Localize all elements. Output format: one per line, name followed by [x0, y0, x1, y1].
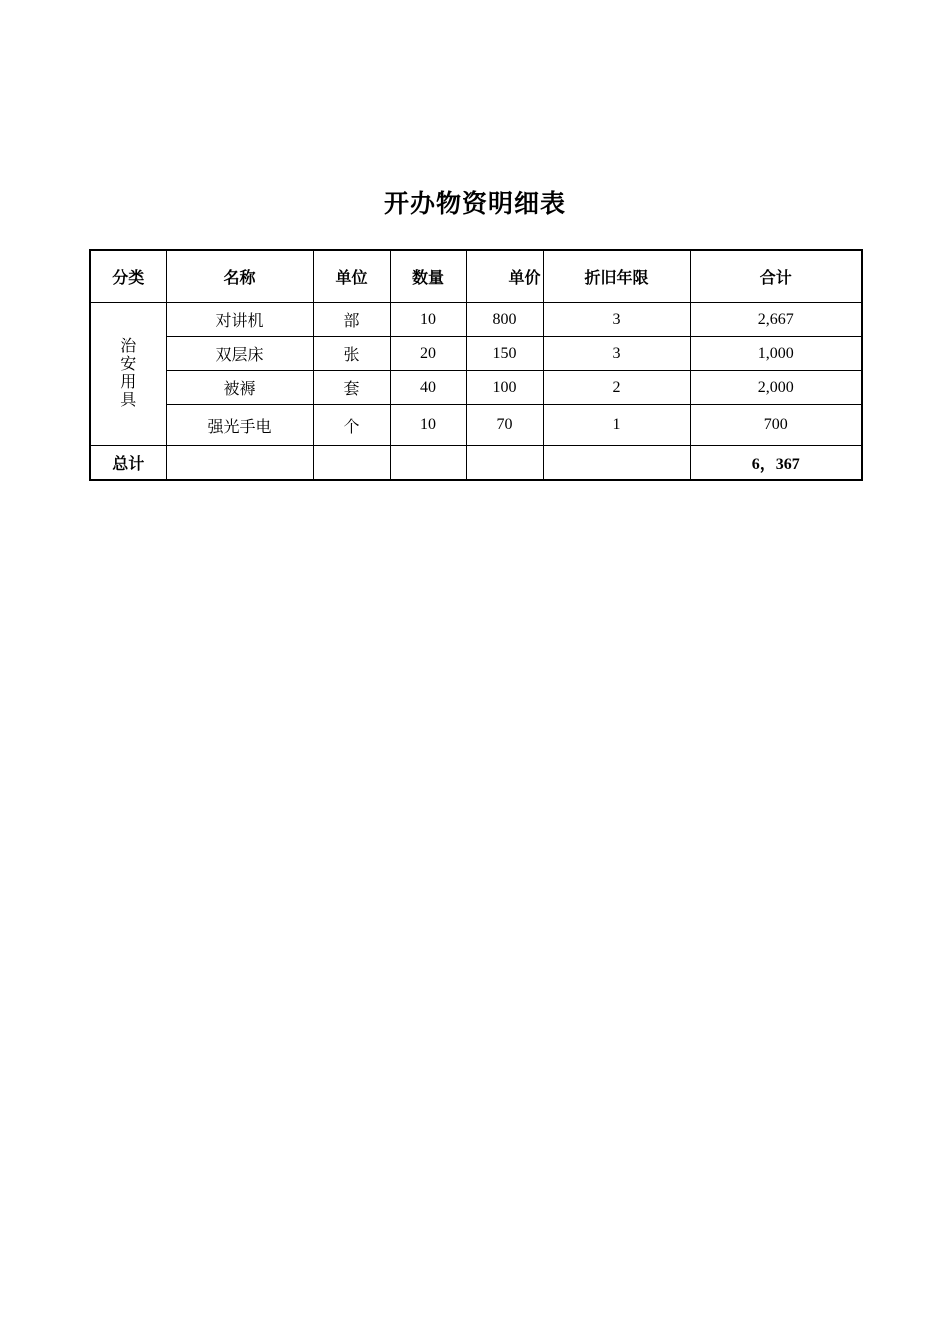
empty-cell	[466, 446, 543, 481]
item-unit: 个	[313, 405, 390, 446]
empty-cell	[313, 446, 390, 481]
item-quantity: 40	[390, 371, 466, 405]
item-years: 2	[543, 371, 690, 405]
item-price: 100	[466, 371, 543, 405]
empty-cell	[390, 446, 466, 481]
item-unit: 张	[313, 337, 390, 371]
table-row	[90, 371, 862, 405]
item-years: 3	[543, 337, 690, 371]
item-total: 1,000	[690, 337, 862, 371]
table-row	[90, 405, 862, 446]
item-quantity: 10	[390, 405, 466, 446]
item-price: 800	[466, 303, 543, 337]
table-row	[90, 303, 862, 337]
header-category: 分类	[90, 250, 166, 303]
table-header-row	[90, 250, 862, 303]
empty-cell	[543, 446, 690, 481]
empty-cell	[166, 446, 313, 481]
document-title: 开办物资明细表	[383, 191, 566, 218]
header-unit: 单位	[313, 250, 390, 303]
asset-detail-table	[89, 249, 863, 481]
item-name: 对讲机	[166, 303, 313, 337]
item-unit: 套	[313, 371, 390, 405]
item-years: 1	[543, 405, 690, 446]
item-price: 70	[466, 405, 543, 446]
item-unit: 部	[313, 303, 390, 337]
grand-total-value: 6，367	[690, 446, 862, 481]
item-total: 2,000	[690, 371, 862, 405]
item-total: 2,667	[690, 303, 862, 337]
item-years: 3	[543, 303, 690, 337]
total-label: 总计	[90, 446, 166, 481]
item-name: 被褥	[166, 371, 313, 405]
header-total: 合计	[690, 250, 862, 303]
total-row	[90, 446, 862, 481]
table-row	[90, 337, 862, 371]
category-cell	[90, 303, 166, 446]
item-quantity: 10	[390, 303, 466, 337]
item-name: 强光手电	[166, 405, 313, 446]
item-name: 双层床	[166, 337, 313, 371]
item-total: 700	[690, 405, 862, 446]
header-name: 名称	[166, 250, 313, 303]
item-price: 150	[466, 337, 543, 371]
category-label: 治安用具	[120, 338, 137, 409]
header-depreciation-years: 折旧年限	[543, 250, 690, 303]
item-quantity: 20	[390, 337, 466, 371]
header-unit-price: 单价	[466, 250, 543, 303]
header-quantity: 数量	[390, 250, 466, 303]
